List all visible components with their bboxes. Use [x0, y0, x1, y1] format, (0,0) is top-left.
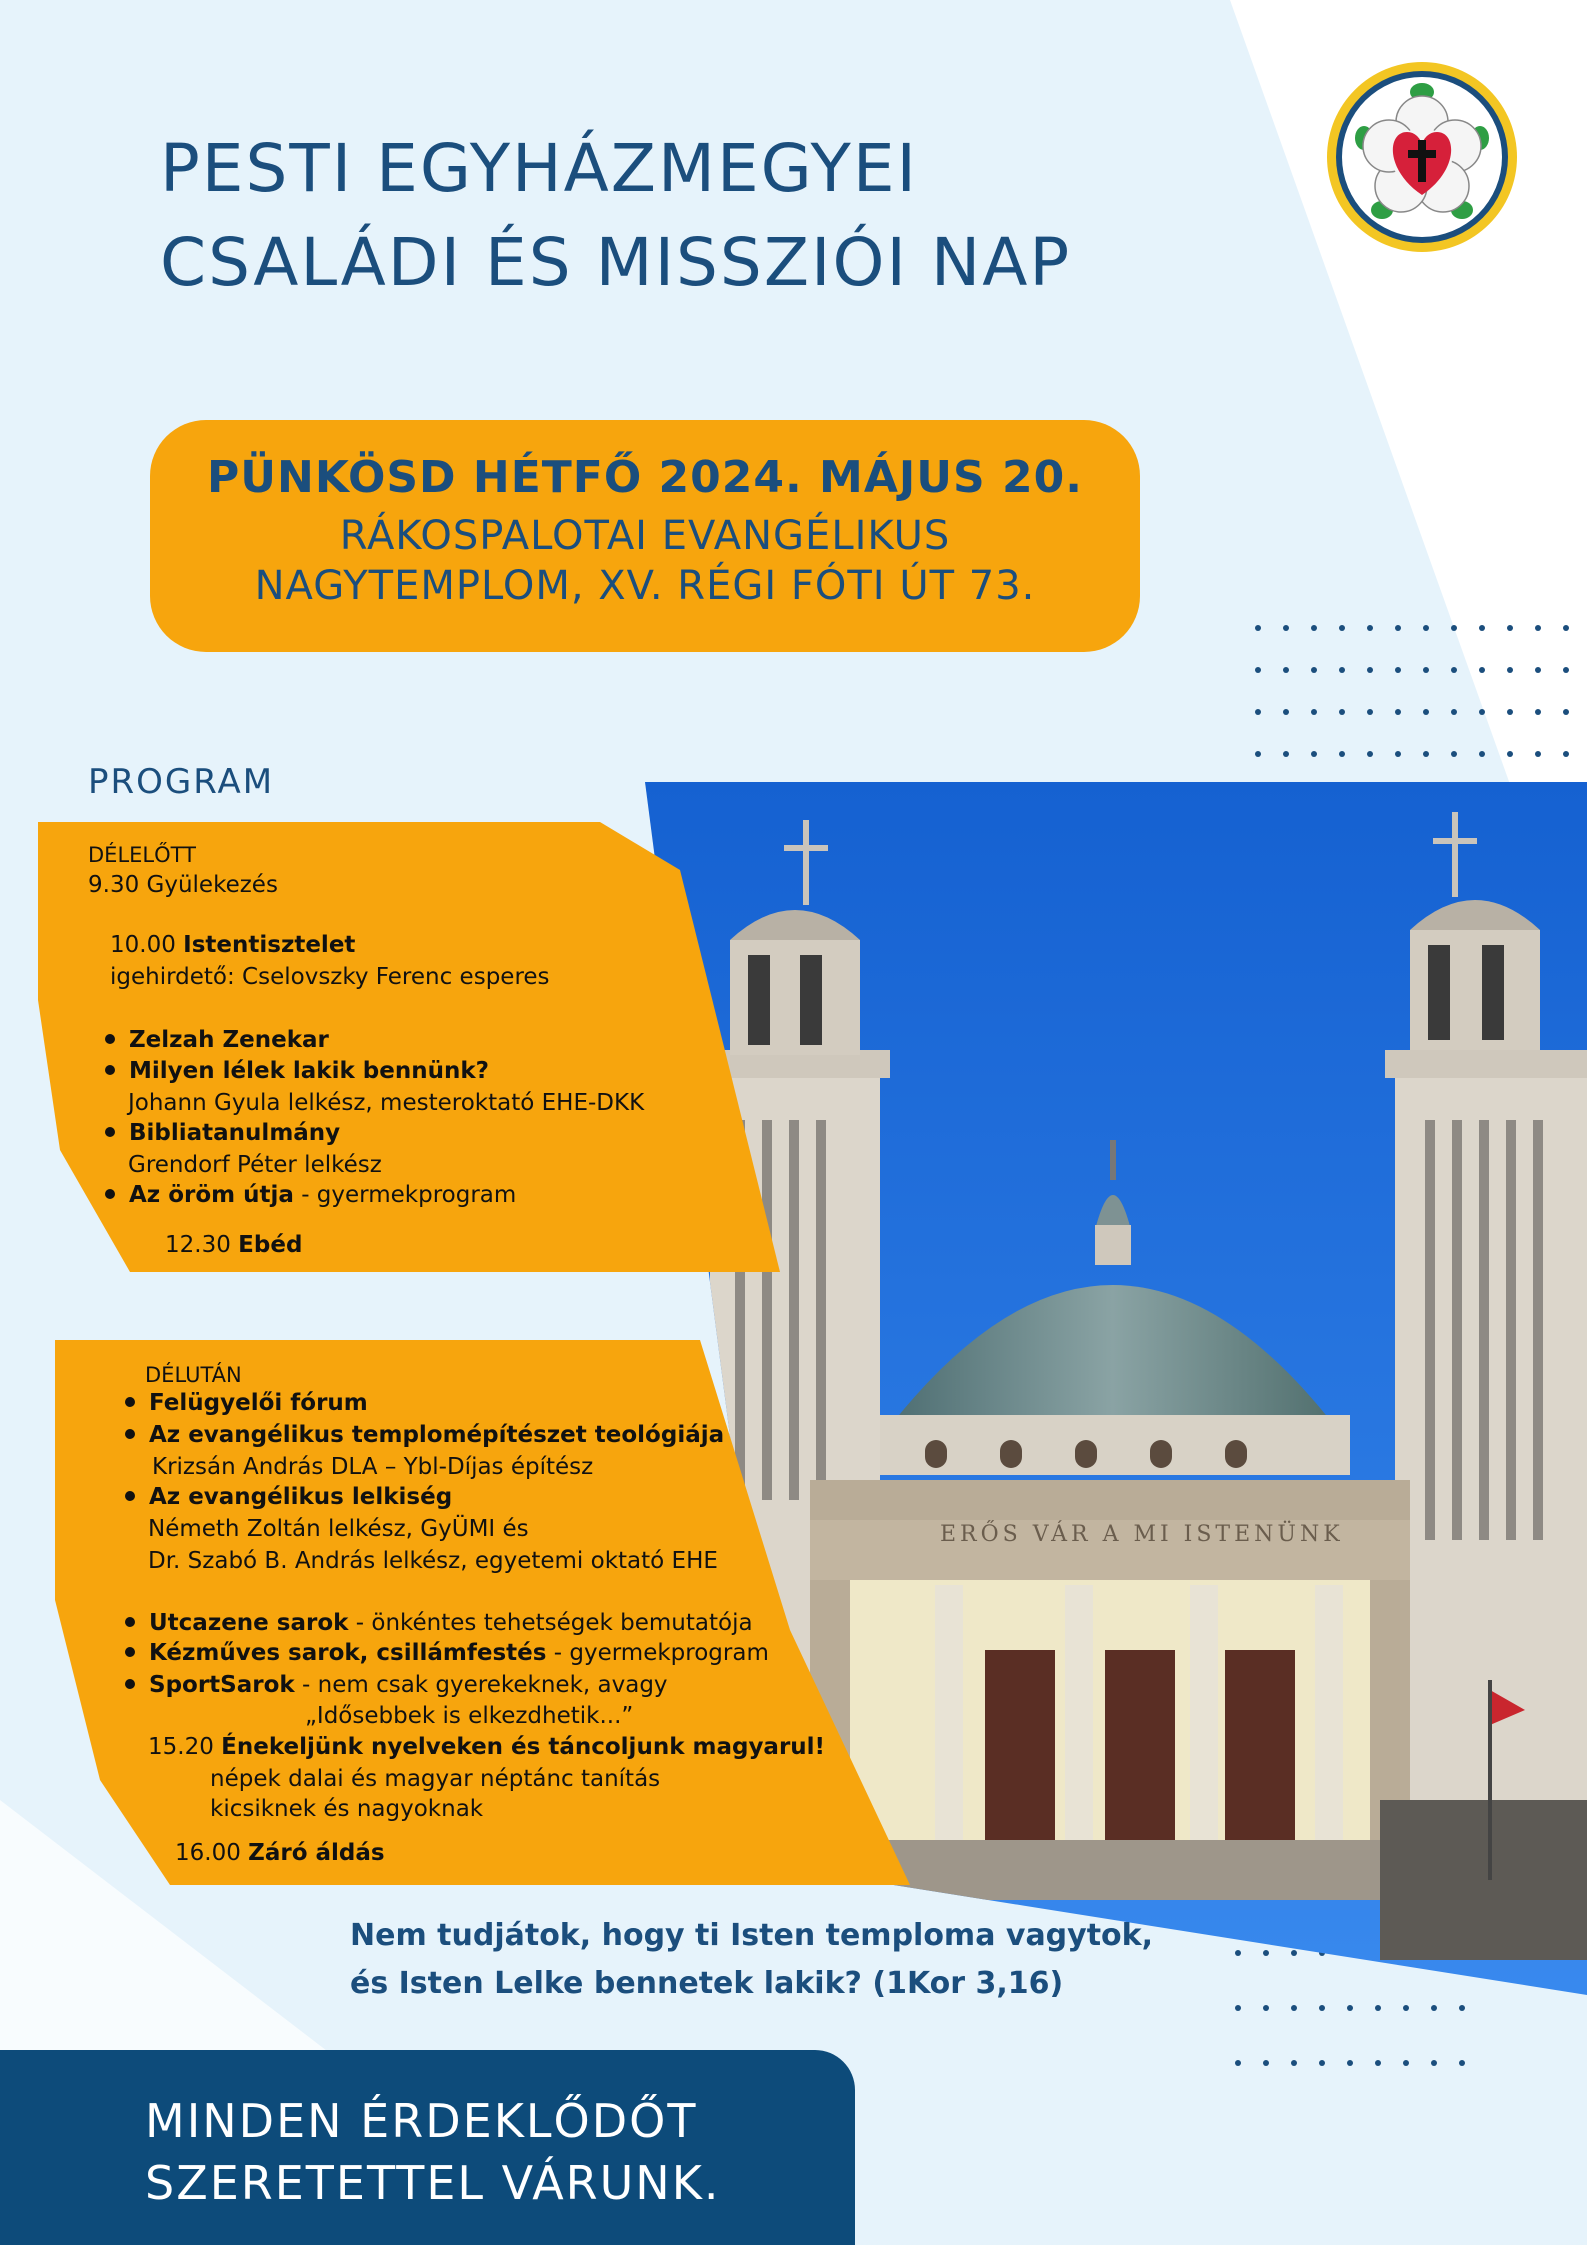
title-line-2: CSALÁDI ÉS MISSZIÓI NAP — [160, 224, 1072, 301]
morning-bullet-3: Bibliatanulmány — [105, 1118, 340, 1149]
afternoon-bullet-6-sub: „Idősebbek is elkezdhetik...” — [305, 1703, 634, 1729]
afternoon-bullet-5: Kézműves sarok, csillámfestés - gyermekprogram — [125, 1638, 769, 1669]
footer-line-1: MINDEN ÉRDEKLŐDŐT — [145, 2094, 698, 2148]
afternoon-heading: DÉLUTÁN — [145, 1363, 242, 1387]
morning-heading: DÉLELŐTT — [88, 843, 196, 867]
afternoon-bullet-2-sub: Krizsán András DLA – Ybl-Díjas építész — [152, 1454, 594, 1480]
afternoon-bullet-4: Utcazene sarok - önkéntes tehetségek bemutatója — [125, 1608, 753, 1639]
program-label: PROGRAM — [88, 762, 275, 802]
morning-bullet-2-sub: Johann Gyula lelkész, mesteroktató EHE-DKK — [128, 1090, 645, 1116]
morning-bullet-1: Zelzah Zenekar — [105, 1025, 329, 1056]
afternoon-singing-sub-1: népek dalai és magyar néptánc tanítás — [210, 1766, 661, 1792]
morning-line-service: 10.00 Istentisztelet — [110, 932, 356, 958]
event-place-line-1: RÁKOSPALOTAI EVANGÉLIKUS — [339, 513, 951, 559]
afternoon-singing: 15.20 Énekeljünk nyelveken és táncoljunk magyarul! — [148, 1734, 826, 1760]
footer-text — [145, 2090, 721, 2214]
event-place-line-2: NAGYTEMPLOM, XV. RÉGI FÓTI ÚT 73. — [254, 563, 1036, 609]
afternoon-bullet-3-sub-1: Németh Zoltán lelkész, GyÜMI és — [148, 1516, 529, 1542]
afternoon-singing-sub-2: kicsiknek és nagyoknak — [210, 1796, 484, 1822]
event-date: PÜNKÖSD HÉTFŐ 2024. MÁJUS 20. — [207, 452, 1083, 503]
footer-line-2: SZERETETTEL VÁRUNK. — [145, 2156, 721, 2210]
afternoon-bullet-3: Az evangélikus lelkiség — [125, 1482, 452, 1513]
quote-line-2: és Isten Lelke bennetek lakik? (1Kor 3,16) — [350, 1966, 1064, 2001]
church-inscription: ERŐS VÁR A MI ISTENÜNK — [940, 1522, 1344, 1547]
morning-line-preacher: igehirdető: Cselovszky Ferenc esperes — [110, 964, 550, 990]
afternoon-bullet-2: Az evangélikus templomépítészet teológiája — [125, 1420, 724, 1451]
morning-line-gathering: 9.30 Gyülekezés — [88, 872, 278, 898]
morning-bullet-3-sub: Grendorf Péter lelkész — [128, 1152, 382, 1178]
morning-bullet-2: Milyen lélek lakik bennünk? — [105, 1056, 489, 1087]
afternoon-closing: 16.00 Záró áldás — [175, 1840, 385, 1866]
quote-line-1: Nem tudjátok, hogy ti Isten temploma vagytok, — [350, 1918, 1154, 1953]
afternoon-bullet-6: SportSarok - nem csak gyerekeknek, avagy — [125, 1670, 668, 1701]
morning-bullet-4: Az öröm útja - gyermekprogram — [105, 1180, 516, 1211]
afternoon-bullet-1: Felügyelői fórum — [125, 1388, 368, 1419]
title-line-1: PESTI EGYHÁZMEGYEI — [160, 130, 919, 207]
bible-quote — [350, 1912, 1153, 2008]
morning-lunch: 12.30 Ebéd — [165, 1232, 303, 1258]
afternoon-bullet-3-sub-2: Dr. Szabó B. András lelkész, egyetemi oktató EHE — [148, 1548, 718, 1574]
